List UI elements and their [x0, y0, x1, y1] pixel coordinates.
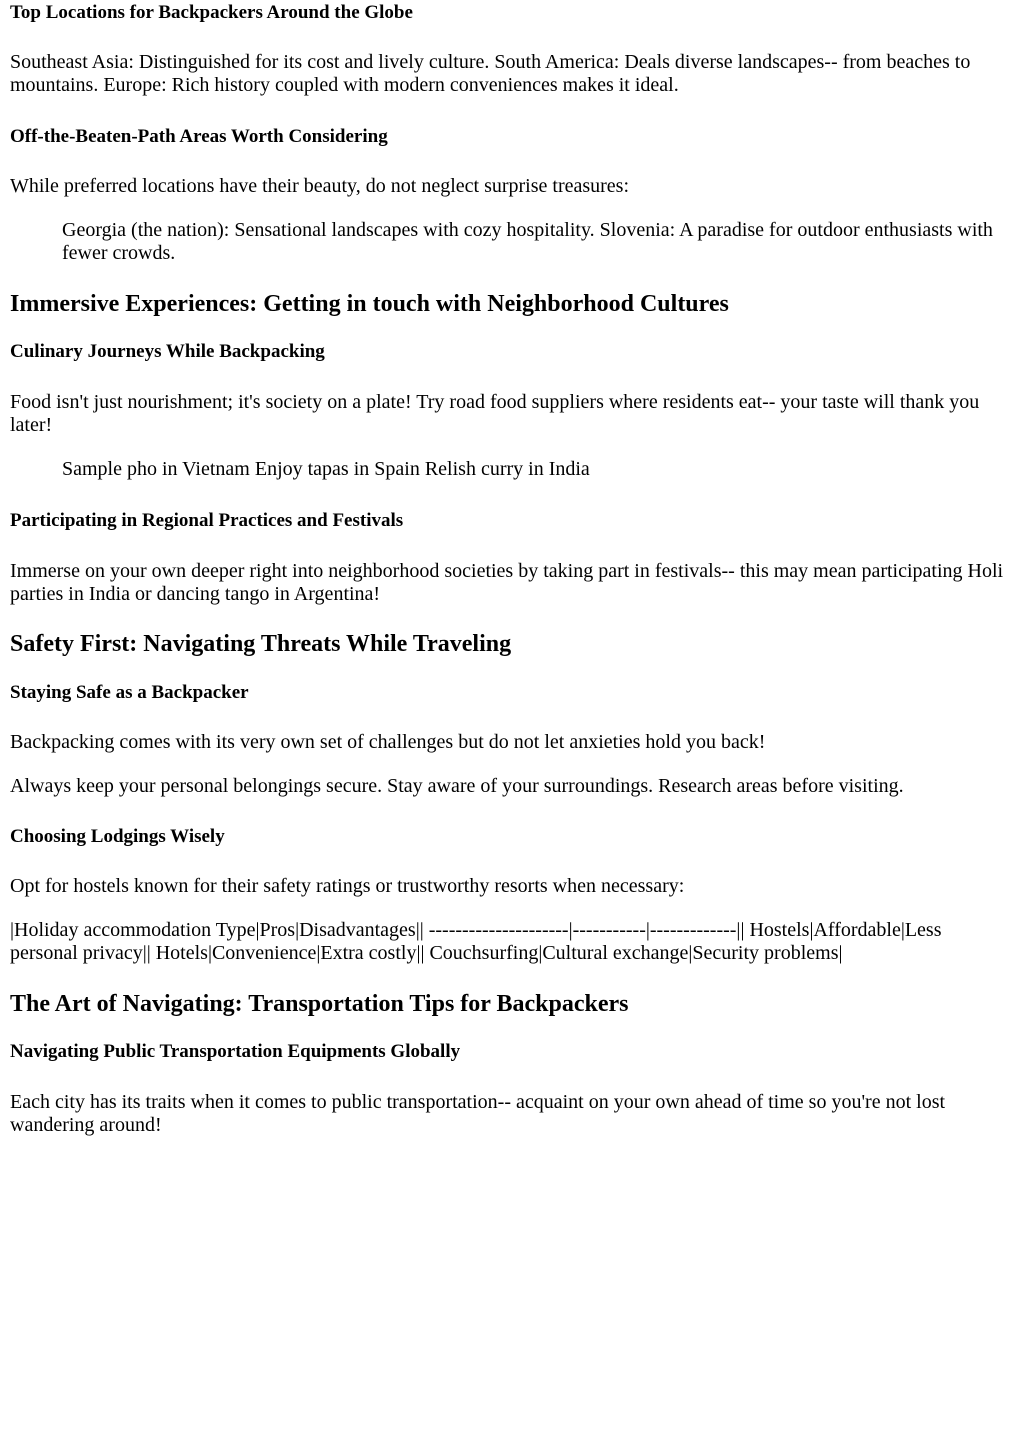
paragraph-lodgings-intro: Opt for hostels known for their safety ratings or trustworthy resorts when necessary:	[10, 875, 685, 897]
article-page	[0, 1, 1024, 1137]
heading-art-of-navigating: The Art of Navigating: Transportation Tips for Backpackers	[10, 991, 629, 1017]
paragraph-staying-safe-1: Backpacking comes with its very own set of challenges but do not let anxieties hold you back!	[10, 731, 766, 753]
heading-choosing-lodgings: Choosing Lodgings Wisely	[10, 826, 225, 847]
paragraph-festivals: Immerse on your own deeper right into neighborhood societies by taking part in festivals-- this may mean participating Holi parties in India or dancing tango in Argentina!	[10, 560, 1004, 605]
paragraph-staying-safe-2: Always keep your personal belongings secure. Stay aware of your surroundings. Research areas before visiting.	[10, 775, 904, 797]
heading-top-locations: Top Locations for Backpackers Around the Globe	[10, 2, 413, 23]
quote-food-samples: Sample pho in Vietnam Enjoy tapas in Spain Relish curry in India	[62, 458, 590, 480]
heading-off-beaten-path: Off-the-Beaten-Path Areas Worth Considering	[10, 126, 388, 147]
paragraph-lodgings-table-text: |Holiday accommodation Type|Pros|Disadvantages|| ---------------------|-----------|-------------|| Hostels|Affordable|Less personal privacy|| Hotels|Convenience|Extra costly|| Couchsurfing|Cultural exchange|Security problems|	[10, 919, 942, 964]
heading-public-transportation: Navigating Public Transportation Equipments Globally	[10, 1041, 461, 1062]
paragraph-public-transportation: Each city has its traits when it comes to public transportation-- acquaint on your own ahead of time so you're not lost wandering around!	[10, 1091, 946, 1136]
paragraph-top-locations: Southeast Asia: Distinguished for its cost and lively culture. South America: Deals diverse landscapes-- from beaches to mountains. Europe: Rich history coupled with modern conveniences makes it ideal.	[10, 51, 971, 96]
heading-culinary-journeys: Culinary Journeys While Backpacking	[10, 341, 325, 362]
paragraph-culinary: Food isn't just nourishment; it's society on a plate! Try road food suppliers where residents eat-- your taste will thank you later!	[10, 391, 980, 436]
heading-immersive-experiences: Immersive Experiences: Getting in touch with Neighborhood Cultures	[10, 291, 729, 317]
quote-hidden-treasures: Georgia (the nation): Sensational landscapes with cozy hospitality. Slovenia: A paradise for outdoor enthusiasts with fewer crowds.	[62, 219, 993, 264]
heading-safety-first: Safety First: Navigating Threats While Traveling	[10, 631, 512, 657]
heading-staying-safe: Staying Safe as a Backpacker	[10, 682, 249, 703]
paragraph-off-beaten-path-intro: While preferred locations have their beauty, do not neglect surprise treasures:	[10, 175, 630, 197]
heading-regional-festivals: Participating in Regional Practices and Festivals	[10, 510, 404, 531]
